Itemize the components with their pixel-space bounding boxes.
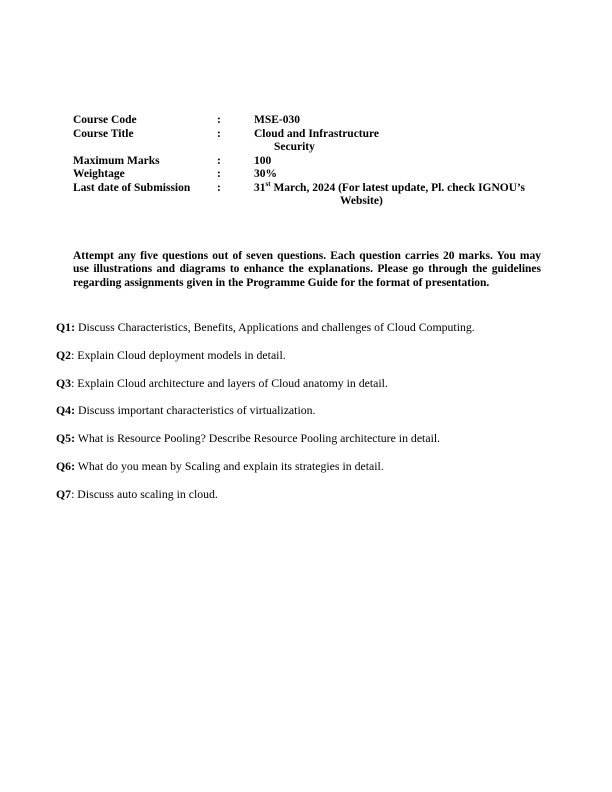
- course-code-value: MSE-030: [254, 114, 300, 126]
- question-text: : Explain Cloud architecture and layers of Cloud anatomy in detail.: [71, 375, 388, 390]
- question-text: Discuss important characteristics of virtualization.: [75, 403, 316, 418]
- questions-list: [56, 320, 576, 515]
- last-date-separator: :: [217, 181, 221, 194]
- question-text: What is Resource Pooling? Describe Resource Pooling architecture in detail.: [75, 431, 441, 446]
- question-number: Q7: [56, 486, 72, 501]
- question-item: [56, 320, 576, 348]
- weightage-label: Weightage: [73, 168, 125, 180]
- question-text: What do you mean by Scaling and explain its strategies in detail.: [75, 458, 384, 473]
- question-text: : Explain Cloud deployment models in detail.: [71, 347, 286, 362]
- weightage-row: [73, 168, 553, 182]
- question-number: Q2: [56, 347, 72, 362]
- last-date-value-line2: Website): [340, 195, 383, 207]
- last-date-value: [254, 179, 554, 209]
- question-number: Q5:: [56, 431, 76, 446]
- question-item: [56, 376, 576, 404]
- maximum-marks-value: 100: [254, 154, 272, 167]
- instructions-paragraph: Attempt any five questions out of seven questions. Each question carries 20 marks. You may use illustrations and diagrams to enhance the explanations. Please go through the guidelines regarding assignments given in the Programme Guide for the format of presentation.: [73, 249, 541, 290]
- last-date-value-line1: [254, 179, 554, 196]
- question-item: [56, 348, 576, 376]
- weightage-separator: :: [217, 168, 221, 180]
- question-text: : Discuss auto scaling in cloud.: [71, 486, 218, 501]
- course-code-label: Course Code: [73, 114, 137, 126]
- maximum-marks-separator: :: [217, 154, 221, 167]
- weightage-value: 30%: [254, 168, 277, 180]
- maximum-marks-label: Maximum Marks: [73, 154, 160, 167]
- question-text: Discuss Characteristics, Benefits, Applications and challenges of Cloud Computing.: [75, 320, 475, 334]
- maximum-marks-row: [73, 155, 553, 169]
- last-date-row: [73, 179, 553, 209]
- last-date-day: 31: [254, 181, 266, 194]
- question-item: [56, 459, 576, 487]
- last-date-label: Last date of Submission: [73, 181, 191, 194]
- course-title-value-line2: Security: [274, 141, 315, 153]
- question-number: Q4:: [56, 403, 76, 418]
- question-item: [56, 487, 576, 515]
- question-number: Q1:: [56, 320, 76, 334]
- last-date-ordinal: st: [265, 179, 271, 188]
- last-date-rest: March, 2024 (For latest update, Pl. check IGNOU’s: [270, 181, 525, 194]
- course-title-row: [73, 128, 553, 155]
- question-number: Q6:: [56, 458, 76, 473]
- course-title-value-line1: Cloud and Infrastructure: [254, 127, 380, 140]
- course-code-separator: :: [217, 114, 221, 126]
- question-number: Q3: [56, 375, 72, 390]
- course-title-separator: :: [217, 127, 221, 140]
- question-item: [56, 403, 576, 431]
- course-code-row: [73, 114, 553, 128]
- course-info-table: [73, 114, 553, 209]
- course-title-value: [254, 128, 554, 155]
- question-item: [56, 431, 576, 459]
- course-title-label: Course Title: [73, 127, 134, 140]
